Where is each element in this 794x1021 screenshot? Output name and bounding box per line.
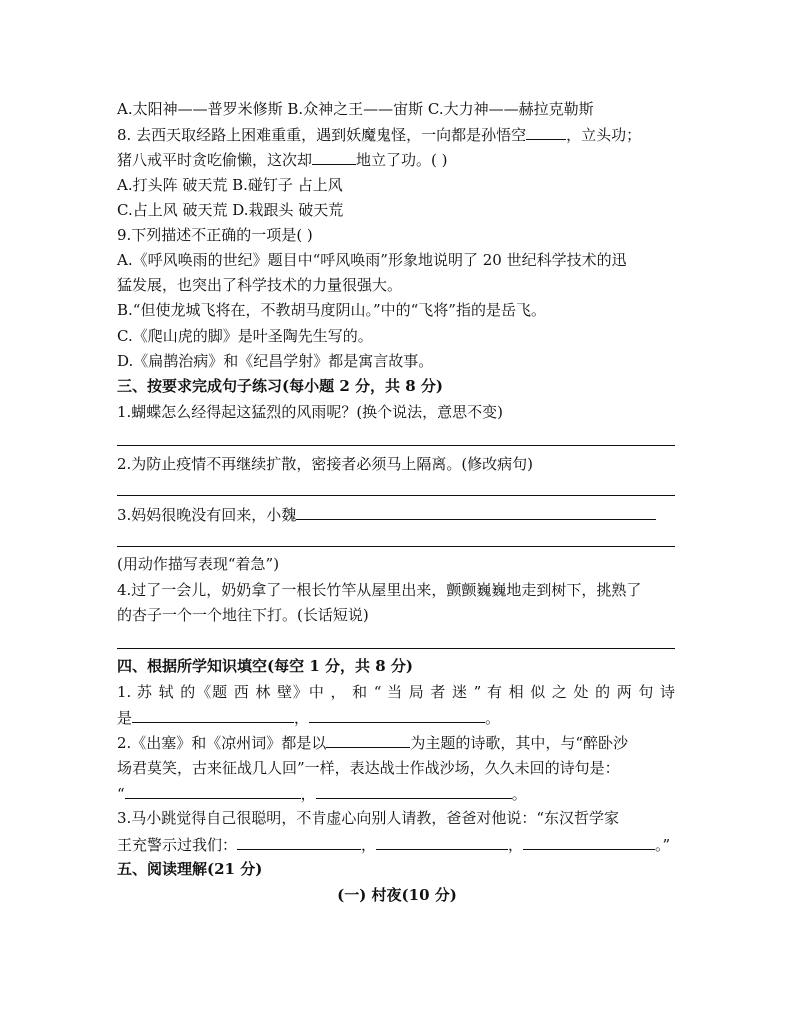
s4-item1-end: 。 xyxy=(485,709,501,727)
q8-blank-1[interactable] xyxy=(526,124,566,140)
q9-option-c: C.《爬山虎的脚》是叶圣陶先生写的。 xyxy=(117,327,373,345)
s3-answer-line-2[interactable] xyxy=(117,495,675,496)
s3-answer-line-1[interactable] xyxy=(117,445,675,446)
reading-passage-title: (一) 村夜(10 分) xyxy=(337,886,457,904)
q8-line1 xyxy=(117,124,641,145)
q8-options-cd: C.占上风 破天荒 D.栽跟头 破天荒 xyxy=(117,201,344,219)
s3-item3-note: (用动作描写表现“着急”) xyxy=(117,555,280,573)
q8-line2 xyxy=(117,149,448,170)
s4-blank-6[interactable] xyxy=(237,834,361,850)
s4-blank-7[interactable] xyxy=(376,834,508,850)
s3-item3-text: 3.妈妈很晚没有回来，小魏 xyxy=(117,506,297,524)
section4-heading: 四、根据所学知识填空(每空 1 分，共 8 分) xyxy=(117,657,413,675)
s4-blank-8[interactable] xyxy=(523,834,655,850)
s4-item3-line2 xyxy=(117,834,670,855)
s3-item1: 1.蝴蝶怎么经得起这猛烈的风雨呢？(换个说法，意思不变) xyxy=(117,403,504,421)
s3-item2: 2.为防止疫情不再继续扩散，密接者必须马上隔离。(修改病句) xyxy=(117,455,534,473)
s3-answer-line-4[interactable] xyxy=(117,648,675,649)
s4-item2-comma: ， xyxy=(300,785,316,803)
q8-options-ab: A.打头阵 破天荒 B.碰钉子 占上风 xyxy=(117,176,343,194)
q8-line2-text: 猪八戒平时贪吃偷懒，这次却 xyxy=(117,151,313,169)
s4-blank-2[interactable] xyxy=(309,707,485,723)
s4-item1-line2 xyxy=(117,707,500,728)
q7-options: A.太阳神——普罗米修斯 B.众神之王——宙斯 C.大力神——赫拉克勒斯 xyxy=(117,100,594,118)
s4-item2-text: 2.《出塞》和《凉州词》都是以 xyxy=(117,734,327,752)
s3-item4-line2: 的杏子一个一个地往下打。(长话短说) xyxy=(117,606,369,624)
q9-option-b: B.“但使龙城飞将在，不教胡马度阴山。”中的“飞将”指的是岳飞。 xyxy=(117,301,546,319)
s3-item4-line1: 4.过了一会儿，奶奶拿了一根长竹竿从屋里出来，颤颤巍巍地走到树下，挑熟了 xyxy=(117,581,642,599)
section5-heading: 五、阅读理解(21 分) xyxy=(117,860,263,878)
s4-blank-3[interactable] xyxy=(326,732,410,748)
s4-item1-comma: ， xyxy=(294,709,310,727)
q9-option-a-line2: 猛发展，也突出了科学技术的力量很强大。 xyxy=(117,276,403,294)
s4-item2-tail: 为主题的诗歌，其中，与“醉卧沙 xyxy=(410,734,628,752)
q8-line1-text: 8. 去西天取经路上困难重重，遇到妖魔鬼怪，一向都是孙悟空 xyxy=(117,126,527,144)
s4-item3-comma-2: ， xyxy=(508,836,524,854)
q9-stem: 9.下列描述不正确的一项是( ) xyxy=(117,226,313,244)
q8-blank-2[interactable] xyxy=(312,149,356,165)
section3-heading: 三、按要求完成句子练习(每小题 2 分，共 8 分) xyxy=(117,377,443,395)
s3-answer-line-3[interactable] xyxy=(117,546,675,547)
s4-item2-line3 xyxy=(117,783,527,804)
s4-item3-prefix: 王充警示过我们： xyxy=(117,836,238,854)
s4-item3-line1: 3.马小跳觉得自己很聪明，不肯虚心向别人请教，爸爸对他说：“东汉哲学家 xyxy=(117,809,619,827)
q9-option-a-line1: A.《呼风唤雨的世纪》题目中“呼风唤雨”形象地说明了 20 世纪科学技术的迅 xyxy=(117,251,627,269)
s4-blank-5[interactable] xyxy=(316,783,512,799)
q9-option-d: D.《扁鹊治病》和《纪昌学射》都是寓言故事。 xyxy=(117,352,434,370)
s4-item3-comma-1: ， xyxy=(361,836,377,854)
s4-item2-line1 xyxy=(117,732,628,753)
s3-item3-blank[interactable] xyxy=(296,504,656,520)
q8-line2-tail: 地立了功。( ) xyxy=(356,151,448,169)
s4-item3-end: 。” xyxy=(655,836,671,854)
s4-blank-4[interactable] xyxy=(125,783,301,799)
s4-item2-quote: “ xyxy=(117,785,125,803)
q8-line1-tail: ，立头功； xyxy=(566,126,642,144)
s4-item2-line2: 场君莫笑，古来征战几人回”一样，表达战士作战沙场，久久未回的诗句是： xyxy=(117,759,620,777)
s4-blank-1[interactable] xyxy=(132,707,294,723)
s4-item2-end: 。 xyxy=(511,785,527,803)
s4-item1-prefix: 是 xyxy=(117,709,133,727)
s4-item1-line1: 1. 苏 轼 的《题 西 林 壁》中 ， 和 “ 当 局 者 迷 ” 有 相 似 之 处 的 两 句 诗 xyxy=(117,683,675,701)
s3-item3 xyxy=(117,504,656,525)
